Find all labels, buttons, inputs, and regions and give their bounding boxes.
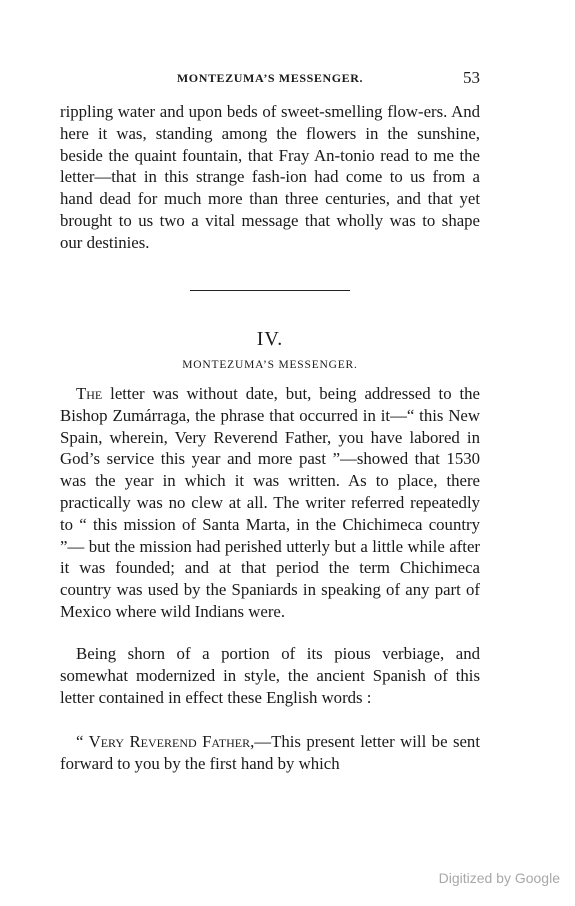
letter-text: —This present letter will be sent forward to you by the first hand by which xyxy=(60,732,480,773)
section-divider xyxy=(190,290,350,291)
section-end-paragraph: rippling water and upon beds of sweet-smelling flow-ers. And here it was, standing among the flowers in the sunshine, beside the quaint fountain, that Fray An-tonio read to me the letter—that in this strange fash-ion had come to us from a hand dead for much more than three centuries, and that yet brought to us two a vital message that wholly was to shape our destinies. xyxy=(60,102,480,252)
chapter-paragraph-2: Being shorn of a portion of its pious verbiage, and somewhat modernized in style, the ancient Spanish of this letter contained in effect these English words : xyxy=(60,644,480,707)
digitized-watermark: Digitized by Google xyxy=(438,870,560,886)
chapter-title: MONTEZUMA’S MESSENGER. xyxy=(182,359,358,371)
running-title: MONTEZUMA’S MESSENGER. xyxy=(176,71,364,85)
paragraph-1-text: letter was without date, but, being addressed to the Bishop Zumárraga, the phrase that occurred in it—“ this New Spain, wherein, Very Reverend Father, you have labored in God’s service this year and more past ”—showed that 1530 was the year in which it was written. As to place, there practically was no clew at all. The writer referred repeatedly to “ this mission of Santa Marta, in the Chichimeca country ”— but the mission had perished utterly but a little while after it was founded; and at that period the term Chichimeca country was used by the Spaniards in speaking of any part of Mexico where wild Indians were. xyxy=(60,384,480,621)
running-header xyxy=(60,68,480,88)
chapter-paragraph-1 xyxy=(60,383,480,623)
letter-salutation: “ Very Reverend Father, xyxy=(76,732,255,751)
chapter-number: IV. xyxy=(256,328,284,350)
letter-quote xyxy=(60,731,480,775)
page-number: 53 xyxy=(463,68,480,87)
lead-word: The xyxy=(76,384,103,403)
